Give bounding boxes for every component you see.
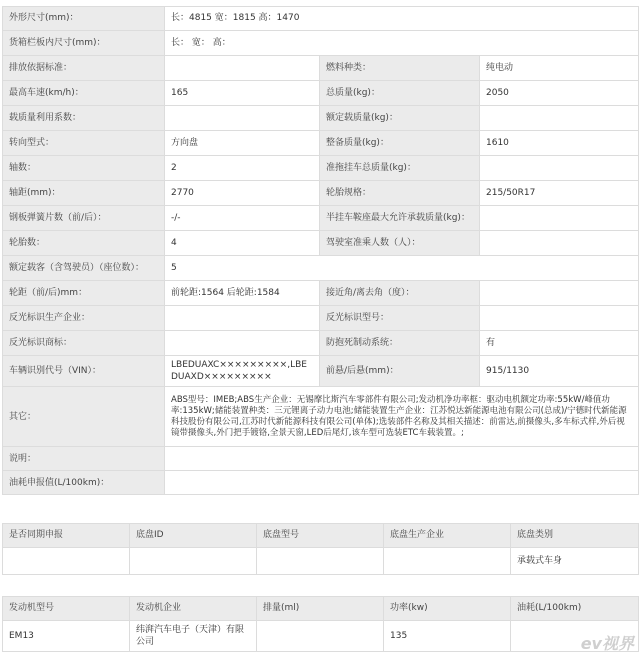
field-label: 轮胎规格： <box>320 181 480 206</box>
field-value: 2050 <box>480 81 639 106</box>
table-cell <box>384 548 511 575</box>
column-header: 功率(kw) <box>384 597 511 621</box>
field-value: 4 <box>165 231 320 256</box>
table-cell: 纬湃汽车电子（天津）有限公司 <box>130 621 257 652</box>
table-row <box>3 106 639 131</box>
column-header: 底盘ID <box>130 524 257 548</box>
table-row <box>3 471 639 495</box>
table-row <box>3 621 639 652</box>
field-value <box>480 281 639 306</box>
table-row <box>3 331 639 356</box>
column-header: 发动机企业 <box>130 597 257 621</box>
field-value: 方向盘 <box>165 131 320 156</box>
table-row <box>3 231 639 256</box>
table-cell <box>257 548 384 575</box>
field-label: 轴数： <box>3 156 165 181</box>
table-cell <box>130 548 257 575</box>
table-cell <box>3 548 130 575</box>
field-value <box>480 231 639 256</box>
field-value: ABS型号：IMEB;ABS生产企业：无锡摩比斯汽车零部件有限公司;发动机净功率框：驱动电机额定功率:55kW/峰值功率:135kW;储能装置种类：三元锂离子动力电池;储能装置生产企业：江苏悦达新能源电池有限公司(总成)/宁德时代新能源科技股份有限公司,江苏时代新能源科技有限公司(单体);选装部件名称及其相关描述：前雷达,前摄像头,多车标式样,外后视镜带摄像头,外门把手镀铬,全景天窗,LED后尾灯,该车型可选装ETC车载装置。; <box>165 387 639 447</box>
table-cell: 承载式车身 <box>511 548 639 575</box>
engine-table <box>2 596 639 652</box>
field-value <box>165 447 639 471</box>
vehicle-parameter-table <box>2 6 639 495</box>
table-cell <box>257 621 384 652</box>
table-row <box>3 356 639 387</box>
table-row <box>3 31 639 56</box>
field-label: 防抱死制动系统： <box>320 331 480 356</box>
column-header: 底盘生产企业 <box>384 524 511 548</box>
table-row <box>3 447 639 471</box>
table-row <box>3 56 639 81</box>
field-label: 前悬/后悬(mm)： <box>320 356 480 387</box>
table-cell: 135 <box>384 621 511 652</box>
table-row <box>3 181 639 206</box>
field-value: 165 <box>165 81 320 106</box>
field-value <box>165 331 320 356</box>
field-value: -/- <box>165 206 320 231</box>
table-row <box>3 281 639 306</box>
field-value: LBEDUAXC×××××××××,LBEDUAXD××××××××× <box>165 356 320 387</box>
field-label: 轴距(mm)： <box>3 181 165 206</box>
table-row <box>3 256 639 281</box>
table-row <box>3 156 639 181</box>
field-label: 整备质量(kg)： <box>320 131 480 156</box>
field-label: 驾驶室准乘人数（人）： <box>320 231 480 256</box>
field-value <box>165 56 320 81</box>
table-row <box>3 206 639 231</box>
table-header-row <box>3 524 639 548</box>
column-header: 底盘类别 <box>511 524 639 548</box>
table-row <box>3 306 639 331</box>
table-row <box>3 387 639 447</box>
watermark-logo: ev视界 <box>580 634 634 653</box>
field-label: 轮距（前/后)mm： <box>3 281 165 306</box>
field-label: 总质量(kg)： <box>320 81 480 106</box>
field-value <box>480 106 639 131</box>
field-label: 车辆识别代号（VIN）： <box>3 356 165 387</box>
field-value: 前轮距:1564 后轮距:1584 <box>165 281 320 306</box>
column-header: 油耗(L/100km) <box>511 597 639 621</box>
table-row <box>3 131 639 156</box>
field-label: 载质量利用系数： <box>3 106 165 131</box>
table-row <box>3 81 639 106</box>
field-value: 长：4815 宽：1815 高：1470 <box>165 7 639 31</box>
column-header: 排量(ml) <box>257 597 384 621</box>
field-label: 准拖挂车总质量(kg)： <box>320 156 480 181</box>
field-label: 额定载质量(kg)： <box>320 106 480 131</box>
field-value: 长： 宽： 高： <box>165 31 639 56</box>
field-label: 说明： <box>3 447 165 471</box>
field-label: 接近角/离去角（度）： <box>320 281 480 306</box>
field-value: 有 <box>480 331 639 356</box>
field-label: 油耗申报值(L/100km)： <box>3 471 165 495</box>
field-value: 5 <box>165 256 639 281</box>
field-value <box>480 156 639 181</box>
field-label: 反光标识生产企业： <box>3 306 165 331</box>
field-label: 转向型式： <box>3 131 165 156</box>
field-value <box>165 471 639 495</box>
table-row <box>3 7 639 31</box>
field-value: 纯电动 <box>480 56 639 81</box>
field-label: 燃料种类： <box>320 56 480 81</box>
field-label: 额定载客（含驾驶员）（座位数）： <box>3 256 165 281</box>
field-value: 2 <box>165 156 320 181</box>
field-value <box>165 306 320 331</box>
table-header-row <box>3 597 639 621</box>
field-label: 外形尺寸(mm)： <box>3 7 165 31</box>
field-value <box>165 106 320 131</box>
field-value <box>480 206 639 231</box>
field-value: 2770 <box>165 181 320 206</box>
field-label: 货箱栏板内尺寸(mm)： <box>3 31 165 56</box>
field-value: 215/50R17 <box>480 181 639 206</box>
field-label: 反光标识商标： <box>3 331 165 356</box>
column-header: 底盘型号 <box>257 524 384 548</box>
field-label: 最高车速(km/h)： <box>3 81 165 106</box>
field-value: 1610 <box>480 131 639 156</box>
field-value <box>480 306 639 331</box>
field-label: 反光标识型号： <box>320 306 480 331</box>
chassis-table <box>2 523 639 575</box>
field-label: 钢板弹簧片数（前/后）： <box>3 206 165 231</box>
field-label: 其它： <box>3 387 165 447</box>
field-label: 轮胎数： <box>3 231 165 256</box>
field-label: 半挂车鞍座最大允许承载质量(kg)： <box>320 206 480 231</box>
column-header: 发动机型号 <box>3 597 130 621</box>
column-header: 是否同期申报 <box>3 524 130 548</box>
table-cell: EM13 <box>3 621 130 652</box>
field-value: 915/1130 <box>480 356 639 387</box>
table-row <box>3 548 639 575</box>
field-label: 排放依据标准： <box>3 56 165 81</box>
